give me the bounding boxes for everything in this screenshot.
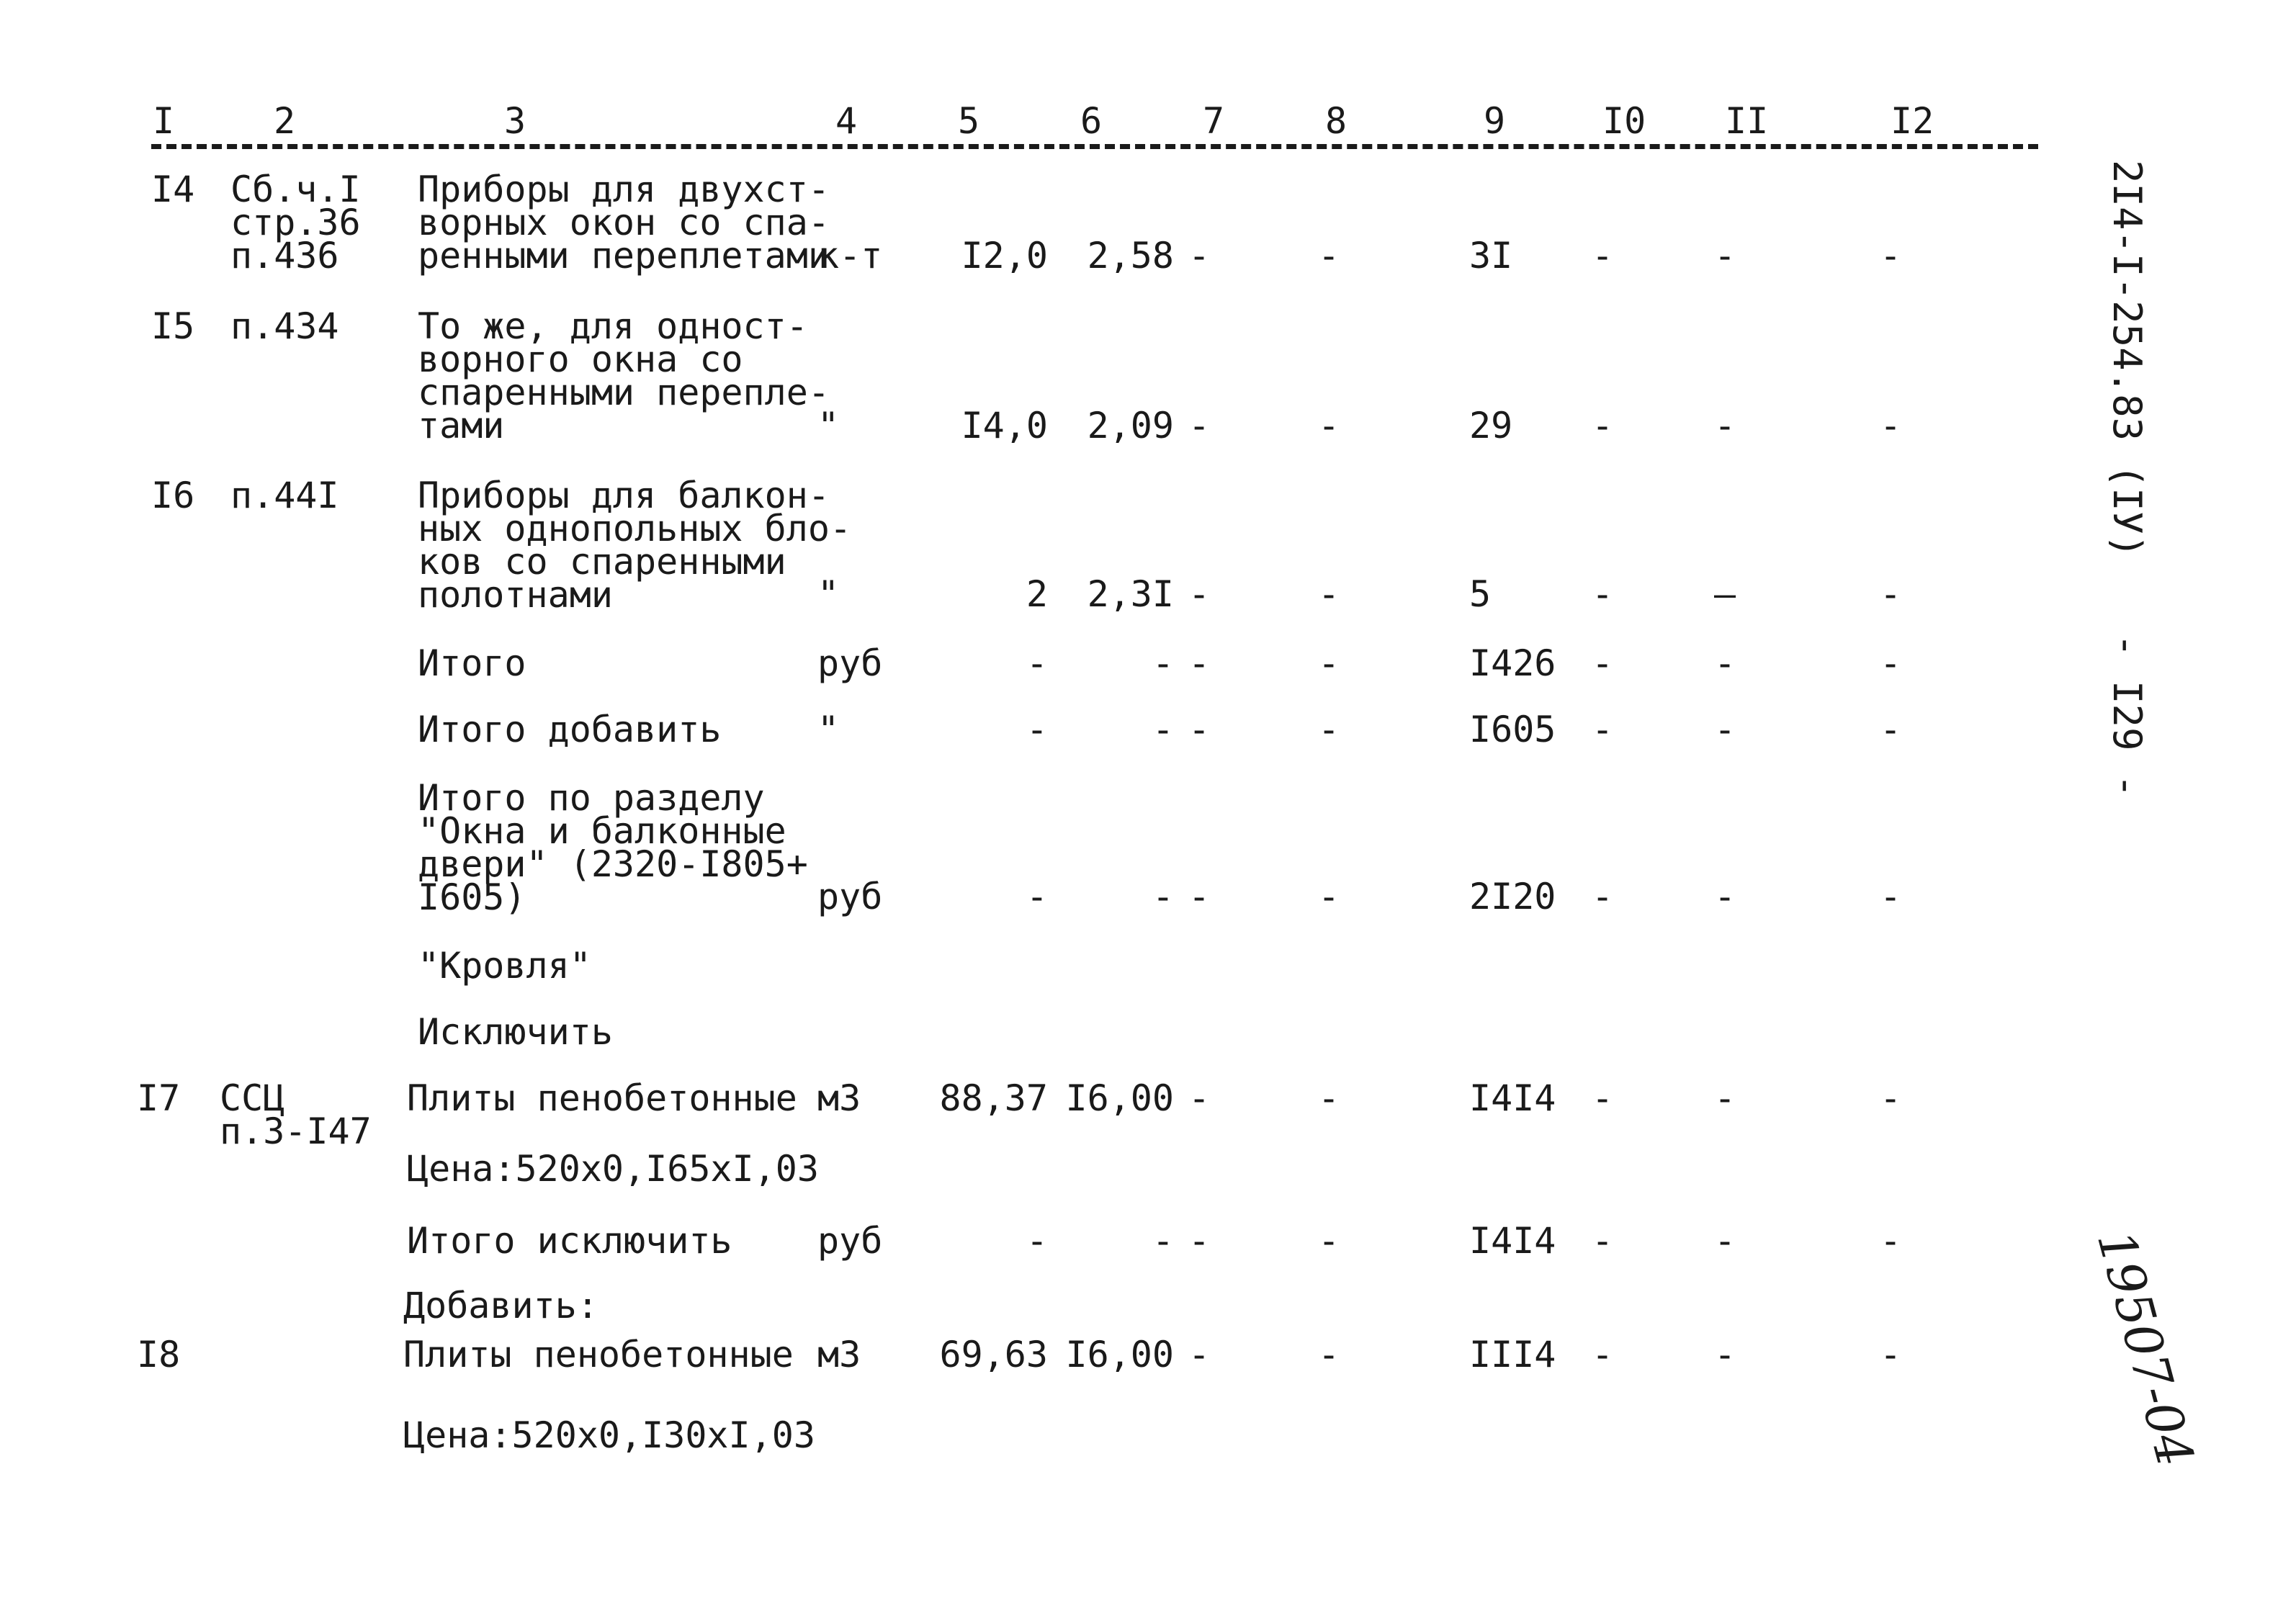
row-col7: - — [1188, 642, 1211, 684]
subsection-heading: Исключить — [418, 1011, 613, 1053]
row-description: Итого по разделу "Окна и балконные двери" (2320-I805+ I605) — [418, 777, 808, 918]
row-col12: - — [1880, 642, 1902, 684]
row-unit: " — [817, 405, 840, 446]
row-description: То же, для одност- ворного окна со спаренными перепле- тами — [418, 305, 830, 446]
row-col6: - — [1152, 876, 1174, 917]
row-unit: м3 — [817, 1334, 861, 1375]
row-col10: - — [1592, 642, 1614, 684]
row-col11: — — [1714, 573, 1736, 615]
row-reference: п.44I — [230, 475, 339, 516]
row-description: Итого исключить — [407, 1220, 732, 1262]
row-col12: - — [1880, 1077, 1902, 1119]
row-col8: - — [1318, 1077, 1340, 1119]
row-col9: I4I4 — [1469, 1220, 1556, 1262]
row-number: I8 — [137, 1334, 181, 1375]
row-unit: " — [817, 709, 840, 750]
subsection-heading: Добавить: — [403, 1285, 598, 1327]
row-col11: - — [1714, 235, 1736, 277]
row-col7: - — [1188, 573, 1211, 615]
row-col6: 2,3I — [1087, 573, 1174, 615]
row-col8: - — [1318, 405, 1340, 446]
row-unit: к-т — [817, 235, 883, 277]
row-col8: - — [1318, 1334, 1340, 1375]
section-heading: "Кровля" — [418, 945, 591, 987]
row-col8: - — [1318, 1220, 1340, 1262]
row-col5: I4,0 — [961, 405, 1048, 446]
row-col9: 5 — [1469, 573, 1492, 615]
row-col5: - — [1026, 1220, 1048, 1262]
row-col5: - — [1026, 876, 1048, 917]
row-unit: руб — [817, 876, 883, 917]
row-unit: " — [817, 573, 840, 615]
col-header-4: 4 — [835, 100, 858, 142]
row-reference: Сб.ч.I стр.36 п.436 — [230, 169, 361, 277]
row-col9: 29 — [1469, 405, 1513, 446]
price-note: Цена:520х0,I65хI,03 — [407, 1148, 819, 1190]
col-header-6: 6 — [1080, 100, 1103, 142]
col-header-5: 5 — [958, 100, 980, 142]
row-col12: - — [1880, 1220, 1902, 1262]
row-col11: - — [1714, 642, 1736, 684]
row-col9: I605 — [1469, 709, 1556, 750]
row-col9: I426 — [1469, 642, 1556, 684]
row-col12: - — [1880, 1334, 1902, 1375]
row-col7: - — [1188, 709, 1211, 750]
row-col5: I2,0 — [961, 235, 1048, 277]
row-col10: - — [1592, 1220, 1614, 1262]
row-col10: - — [1592, 405, 1614, 446]
col-header-8: 8 — [1325, 100, 1347, 142]
row-col12: - — [1880, 573, 1902, 615]
row-col12: - — [1880, 235, 1902, 277]
row-col9: 3I — [1469, 235, 1513, 277]
row-unit: руб — [817, 1220, 883, 1262]
col-header-9: 9 — [1484, 100, 1506, 142]
row-col6: 2,09 — [1087, 405, 1174, 446]
row-col10: - — [1592, 235, 1614, 277]
col-header-1: I — [153, 100, 175, 142]
row-col7: - — [1188, 876, 1211, 917]
row-col6: - — [1152, 709, 1174, 750]
row-col5: - — [1026, 709, 1048, 750]
col-header-7: 7 — [1203, 100, 1225, 142]
row-col5: 69,63 — [939, 1334, 1048, 1375]
col-header-10: I0 — [1602, 100, 1646, 142]
row-col6: 2,58 — [1087, 235, 1174, 277]
row-col9: III4 — [1469, 1334, 1556, 1375]
row-col12: - — [1880, 405, 1902, 446]
row-unit: м3 — [817, 1077, 861, 1119]
row-col9: 2I20 — [1469, 876, 1556, 917]
row-col11: - — [1714, 1220, 1736, 1262]
document-code: 2I4-I-254.83 (IУ) — [2104, 160, 2150, 558]
row-description: Итого добавить — [418, 709, 722, 750]
row-col12: - — [1880, 876, 1902, 917]
row-reference: п.434 — [230, 305, 339, 347]
price-note: Цена:520х0,I30хI,03 — [403, 1414, 815, 1456]
row-number: I4 — [151, 169, 195, 210]
row-col7: - — [1188, 1220, 1211, 1262]
row-col5: 88,37 — [939, 1077, 1048, 1119]
row-col11: - — [1714, 709, 1736, 750]
row-col11: - — [1714, 1077, 1736, 1119]
handwritten-number: 19507-04 — [2085, 1224, 2205, 1473]
row-number: I7 — [137, 1077, 181, 1119]
row-number: I6 — [151, 475, 195, 516]
col-header-11: II — [1725, 100, 1769, 142]
row-col7: - — [1188, 1334, 1211, 1375]
row-col10: - — [1592, 1077, 1614, 1119]
row-col5: - — [1026, 642, 1048, 684]
row-col10: - — [1592, 1334, 1614, 1375]
row-col7: - — [1188, 235, 1211, 277]
row-description: Плиты пенобетонные — [403, 1334, 794, 1375]
row-col8: - — [1318, 876, 1340, 917]
row-col5: 2 — [1026, 573, 1048, 615]
row-col7: - — [1188, 1077, 1211, 1119]
col-header-12: I2 — [1891, 100, 1934, 142]
row-col8: - — [1318, 709, 1340, 750]
row-col6: - — [1152, 642, 1174, 684]
header-rule — [151, 144, 2038, 149]
row-col10: - — [1592, 876, 1614, 917]
row-unit: руб — [817, 642, 883, 684]
row-col11: - — [1714, 876, 1736, 917]
row-reference: ССЦ п.3-I47 — [220, 1077, 372, 1152]
row-description: Приборы для двухст- ворных окон со спа- ренными переплетами — [418, 169, 830, 277]
row-col8: - — [1318, 573, 1340, 615]
page-number: - I29 - — [2104, 634, 2150, 798]
row-number: I5 — [151, 305, 195, 347]
row-col8: - — [1318, 235, 1340, 277]
row-description: Итого — [418, 642, 526, 684]
row-col11: - — [1714, 1334, 1736, 1375]
row-col12: - — [1880, 709, 1902, 750]
row-col10: - — [1592, 573, 1614, 615]
col-header-3: 3 — [504, 100, 526, 142]
row-col7: - — [1188, 405, 1211, 446]
row-col11: - — [1714, 405, 1736, 446]
row-col8: - — [1318, 642, 1340, 684]
row-col10: - — [1592, 709, 1614, 750]
row-description: Плиты пенобетонные — [407, 1077, 797, 1119]
col-header-2: 2 — [274, 100, 296, 142]
row-col6: I6,00 — [1065, 1334, 1174, 1375]
row-col6: I6,00 — [1065, 1077, 1174, 1119]
row-col6: - — [1152, 1220, 1174, 1262]
row-col9: I4I4 — [1469, 1077, 1556, 1119]
row-description: Приборы для балкон- ных однопольных бло- ков со спаренными полотнами — [418, 475, 852, 616]
